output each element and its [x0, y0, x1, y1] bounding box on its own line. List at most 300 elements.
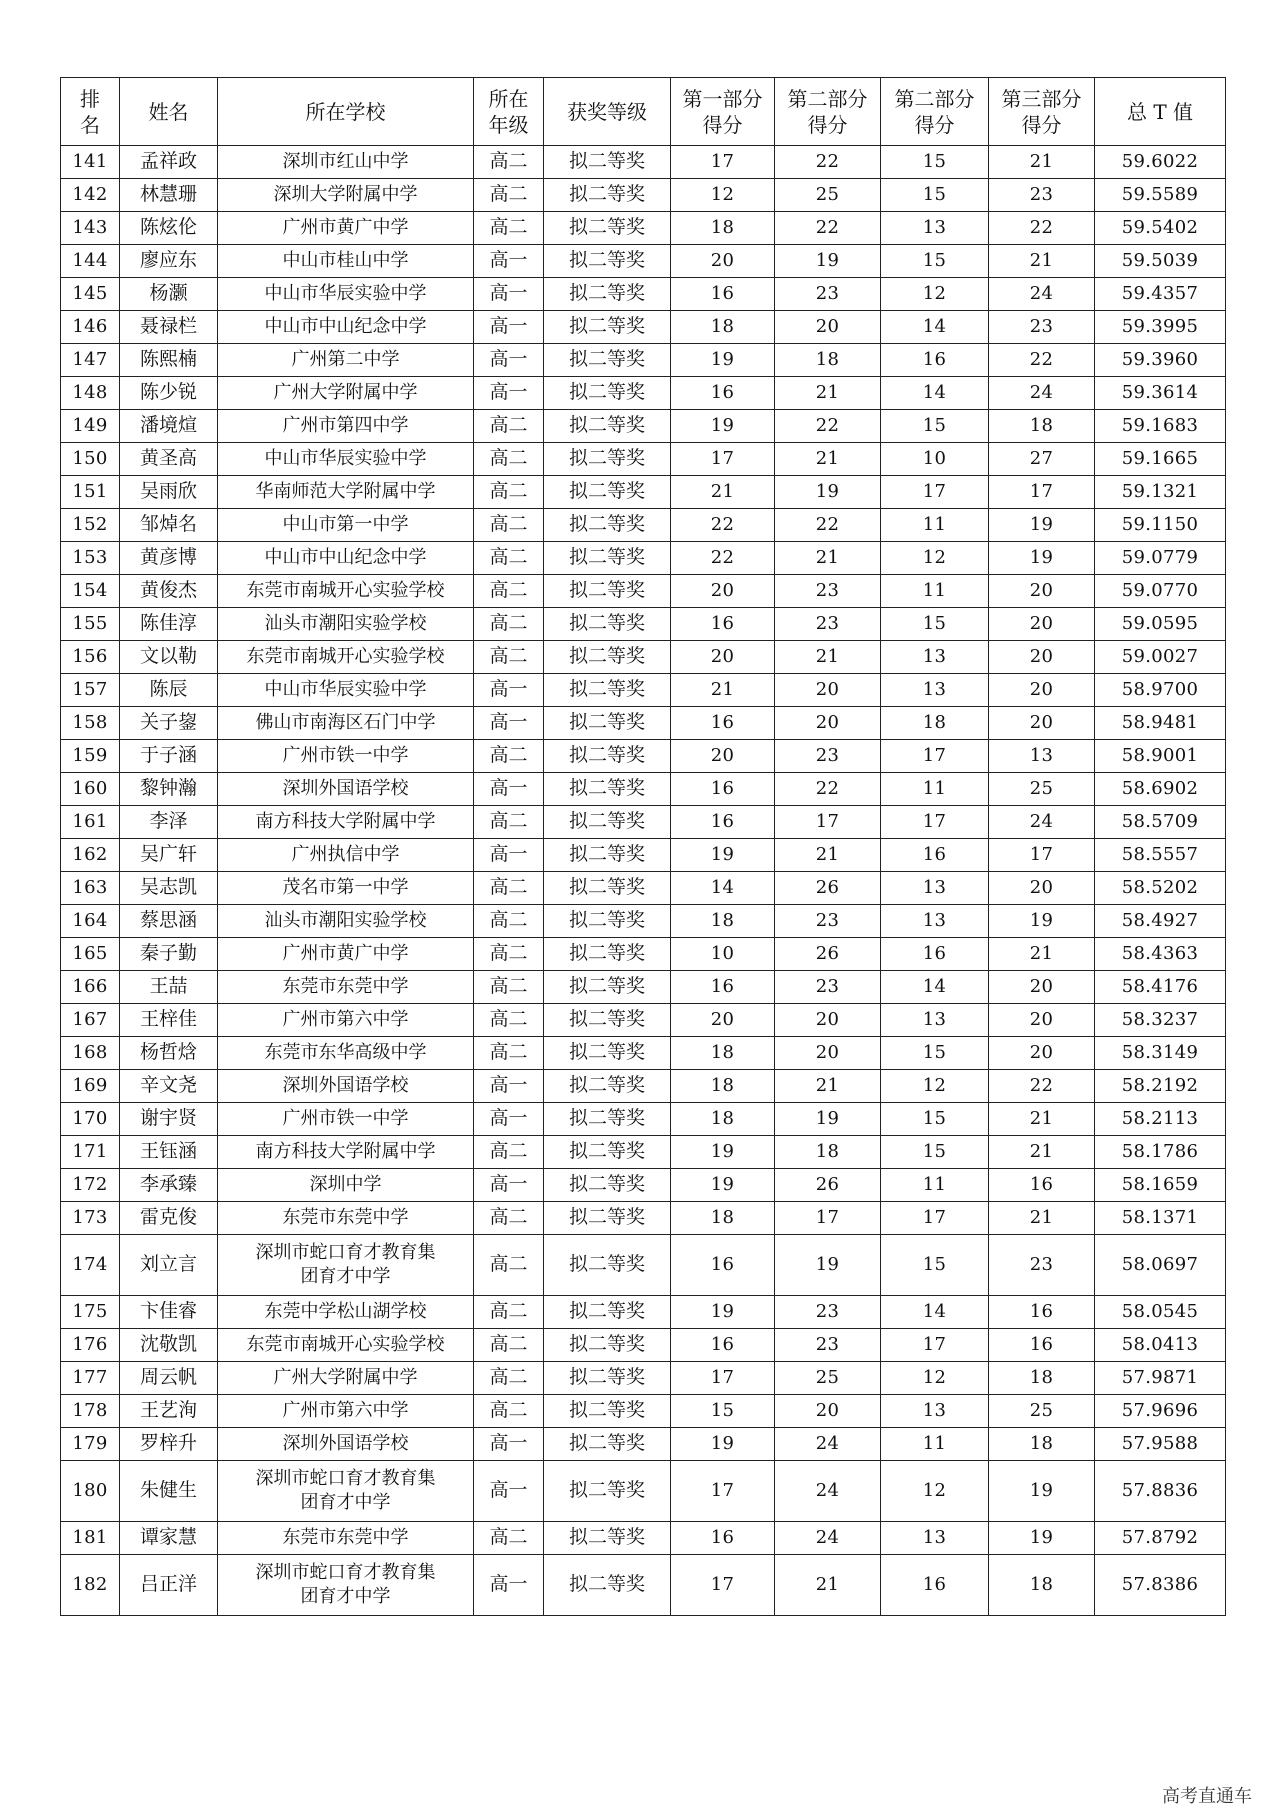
cell-grade: 高二 — [474, 938, 544, 971]
cell-grade: 高一 — [474, 839, 544, 872]
cell-part1: 16 — [671, 971, 775, 1004]
cell-total-t: 58.0697 — [1095, 1235, 1226, 1296]
cell-part3: 27 — [989, 443, 1095, 476]
table-row — [61, 1461, 1226, 1522]
cell-award: 拟二等奖 — [544, 410, 671, 443]
table-row — [61, 1428, 1226, 1461]
cell-rank: 178 — [61, 1395, 120, 1428]
cell-part2: 21 — [775, 377, 881, 410]
cell-part2b: 12 — [881, 278, 989, 311]
cell-total-t: 58.2192 — [1095, 1070, 1226, 1103]
table-row — [61, 872, 1226, 905]
cell-part2: 20 — [775, 1004, 881, 1037]
cell-award: 拟二等奖 — [544, 1070, 671, 1103]
cell-award: 拟二等奖 — [544, 179, 671, 212]
cell-grade: 高一 — [474, 1070, 544, 1103]
cell-award: 拟二等奖 — [544, 674, 671, 707]
cell-part2: 21 — [775, 1555, 881, 1616]
cell-part2: 24 — [775, 1428, 881, 1461]
cell-part1: 17 — [671, 146, 775, 179]
table-row — [61, 509, 1226, 542]
cell-grade: 高二 — [474, 443, 544, 476]
cell-part2b: 11 — [881, 773, 989, 806]
cell-part3: 19 — [989, 509, 1095, 542]
cell-part2: 21 — [775, 542, 881, 575]
cell-part2: 26 — [775, 1169, 881, 1202]
cell-total-t: 57.8836 — [1095, 1461, 1226, 1522]
cell-grade: 高二 — [474, 146, 544, 179]
cell-total-t: 58.6902 — [1095, 773, 1226, 806]
cell-school: 中山市华辰实验中学 — [218, 278, 474, 311]
table-row — [61, 1522, 1226, 1555]
cell-total-t: 59.3995 — [1095, 311, 1226, 344]
cell-total-t: 58.0413 — [1095, 1329, 1226, 1362]
cell-part2b: 14 — [881, 1296, 989, 1329]
cell-part3: 23 — [989, 311, 1095, 344]
cell-part2b: 15 — [881, 608, 989, 641]
cell-rank: 158 — [61, 707, 120, 740]
cell-school: 深圳市蛇口育才教育集 团育才中学 — [218, 1235, 474, 1296]
cell-part1: 19 — [671, 1428, 775, 1461]
cell-part2: 20 — [775, 1037, 881, 1070]
cell-award: 拟二等奖 — [544, 311, 671, 344]
table-row — [61, 344, 1226, 377]
cell-total-t: 59.3614 — [1095, 377, 1226, 410]
cell-part2b: 15 — [881, 179, 989, 212]
header-part2b-score: 第二部分 得分 — [881, 78, 989, 146]
cell-rank: 174 — [61, 1235, 120, 1296]
cell-part1: 22 — [671, 509, 775, 542]
cell-part3: 21 — [989, 245, 1095, 278]
cell-grade: 高一 — [474, 1461, 544, 1522]
table-row — [61, 476, 1226, 509]
cell-rank: 181 — [61, 1522, 120, 1555]
cell-school: 深圳市蛇口育才教育集 团育才中学 — [218, 1555, 474, 1616]
cell-part2b: 13 — [881, 905, 989, 938]
table-row — [61, 443, 1226, 476]
cell-part2: 18 — [775, 1136, 881, 1169]
table-row — [61, 1103, 1226, 1136]
cell-total-t: 59.1321 — [1095, 476, 1226, 509]
cell-part1: 16 — [671, 1522, 775, 1555]
cell-part3: 19 — [989, 542, 1095, 575]
cell-name: 黎钟瀚 — [120, 773, 218, 806]
cell-part2: 23 — [775, 278, 881, 311]
cell-part2: 19 — [775, 1235, 881, 1296]
cell-grade: 高二 — [474, 641, 544, 674]
cell-school: 东莞市南城开心实验学校 — [218, 575, 474, 608]
cell-part1: 16 — [671, 608, 775, 641]
cell-rank: 165 — [61, 938, 120, 971]
cell-grade: 高一 — [474, 245, 544, 278]
cell-rank: 161 — [61, 806, 120, 839]
cell-grade: 高一 — [474, 773, 544, 806]
cell-name: 蔡思涵 — [120, 905, 218, 938]
cell-part2b: 16 — [881, 344, 989, 377]
cell-part3: 18 — [989, 1428, 1095, 1461]
cell-part2b: 12 — [881, 1070, 989, 1103]
table-row — [61, 773, 1226, 806]
cell-name: 吴广轩 — [120, 839, 218, 872]
cell-grade: 高二 — [474, 905, 544, 938]
cell-part3: 19 — [989, 905, 1095, 938]
cell-school: 汕头市潮阳实验学校 — [218, 608, 474, 641]
cell-rank: 147 — [61, 344, 120, 377]
cell-part3: 18 — [989, 410, 1095, 443]
table-row — [61, 1362, 1226, 1395]
cell-part3: 21 — [989, 938, 1095, 971]
table-header-row — [61, 78, 1226, 146]
cell-name: 沈敬凯 — [120, 1329, 218, 1362]
header-part3-score: 第三部分 得分 — [989, 78, 1095, 146]
cell-award: 拟二等奖 — [544, 575, 671, 608]
cell-part2: 20 — [775, 311, 881, 344]
cell-name: 杨哲焓 — [120, 1037, 218, 1070]
cell-part3: 20 — [989, 1037, 1095, 1070]
cell-part1: 18 — [671, 1202, 775, 1235]
cell-part3: 17 — [989, 476, 1095, 509]
cell-rank: 157 — [61, 674, 120, 707]
cell-part2: 23 — [775, 971, 881, 1004]
cell-part1: 18 — [671, 1070, 775, 1103]
cell-school: 广州执信中学 — [218, 839, 474, 872]
cell-award: 拟二等奖 — [544, 542, 671, 575]
cell-part3: 17 — [989, 839, 1095, 872]
cell-part2: 22 — [775, 212, 881, 245]
cell-award: 拟二等奖 — [544, 905, 671, 938]
cell-part2: 22 — [775, 146, 881, 179]
cell-part2b: 12 — [881, 1461, 989, 1522]
cell-award: 拟二等奖 — [544, 839, 671, 872]
cell-total-t: 59.5039 — [1095, 245, 1226, 278]
cell-grade: 高二 — [474, 1522, 544, 1555]
cell-name: 王喆 — [120, 971, 218, 1004]
cell-rank: 153 — [61, 542, 120, 575]
cell-part1: 18 — [671, 1037, 775, 1070]
cell-part3: 21 — [989, 1202, 1095, 1235]
cell-total-t: 58.3237 — [1095, 1004, 1226, 1037]
cell-name: 罗梓升 — [120, 1428, 218, 1461]
cell-total-t: 58.1659 — [1095, 1169, 1226, 1202]
cell-part1: 16 — [671, 377, 775, 410]
cell-part2b: 13 — [881, 1395, 989, 1428]
cell-total-t: 59.0595 — [1095, 608, 1226, 641]
cell-part1: 16 — [671, 1235, 775, 1296]
cell-part2: 21 — [775, 443, 881, 476]
cell-name: 陈少锐 — [120, 377, 218, 410]
cell-total-t: 59.3960 — [1095, 344, 1226, 377]
cell-part3: 22 — [989, 1070, 1095, 1103]
header-rank: 排 名 — [61, 78, 120, 146]
cell-part3: 24 — [989, 806, 1095, 839]
cell-total-t: 59.0770 — [1095, 575, 1226, 608]
cell-rank: 145 — [61, 278, 120, 311]
cell-rank: 148 — [61, 377, 120, 410]
cell-part3: 19 — [989, 1522, 1095, 1555]
cell-award: 拟二等奖 — [544, 1103, 671, 1136]
cell-award: 拟二等奖 — [544, 938, 671, 971]
cell-rank: 156 — [61, 641, 120, 674]
cell-part2: 19 — [775, 245, 881, 278]
cell-part2: 26 — [775, 872, 881, 905]
cell-school: 中山市中山纪念中学 — [218, 311, 474, 344]
cell-name: 周云帆 — [120, 1362, 218, 1395]
cell-grade: 高一 — [474, 377, 544, 410]
table-row — [61, 608, 1226, 641]
cell-part1: 14 — [671, 872, 775, 905]
cell-rank: 159 — [61, 740, 120, 773]
cell-rank: 164 — [61, 905, 120, 938]
cell-part2: 23 — [775, 608, 881, 641]
cell-part2: 17 — [775, 1202, 881, 1235]
cell-rank: 176 — [61, 1329, 120, 1362]
cell-total-t: 57.9696 — [1095, 1395, 1226, 1428]
table-row — [61, 1037, 1226, 1070]
cell-total-t: 57.9588 — [1095, 1428, 1226, 1461]
cell-school: 东莞市东莞中学 — [218, 1522, 474, 1555]
cell-grade: 高二 — [474, 410, 544, 443]
cell-school: 茂名市第一中学 — [218, 872, 474, 905]
cell-school: 深圳外国语学校 — [218, 773, 474, 806]
cell-total-t: 58.5202 — [1095, 872, 1226, 905]
cell-part2b: 13 — [881, 641, 989, 674]
cell-part2: 23 — [775, 740, 881, 773]
cell-part2: 23 — [775, 1296, 881, 1329]
cell-part1: 20 — [671, 740, 775, 773]
cell-part1: 16 — [671, 773, 775, 806]
cell-name: 吴志凯 — [120, 872, 218, 905]
cell-school: 华南师范大学附属中学 — [218, 476, 474, 509]
cell-part2b: 13 — [881, 1522, 989, 1555]
header-name: 姓名 — [120, 78, 218, 146]
cell-rank: 170 — [61, 1103, 120, 1136]
cell-part3: 20 — [989, 674, 1095, 707]
cell-total-t: 58.3149 — [1095, 1037, 1226, 1070]
cell-school: 广州市铁一中学 — [218, 1103, 474, 1136]
cell-part3: 18 — [989, 1555, 1095, 1616]
cell-award: 拟二等奖 — [544, 740, 671, 773]
cell-school: 深圳大学附属中学 — [218, 179, 474, 212]
cell-total-t: 58.1786 — [1095, 1136, 1226, 1169]
cell-part2: 23 — [775, 905, 881, 938]
table-row — [61, 674, 1226, 707]
cell-award: 拟二等奖 — [544, 1329, 671, 1362]
cell-part1: 21 — [671, 476, 775, 509]
table-row — [61, 410, 1226, 443]
cell-name: 陈炫伦 — [120, 212, 218, 245]
results-table — [60, 77, 1226, 1616]
cell-rank: 171 — [61, 1136, 120, 1169]
cell-award: 拟二等奖 — [544, 872, 671, 905]
cell-part1: 19 — [671, 1169, 775, 1202]
cell-part1: 20 — [671, 641, 775, 674]
table-row — [61, 1296, 1226, 1329]
cell-grade: 高一 — [474, 1555, 544, 1616]
cell-part2b: 12 — [881, 542, 989, 575]
cell-name: 李承臻 — [120, 1169, 218, 1202]
cell-part1: 19 — [671, 1136, 775, 1169]
cell-part2b: 15 — [881, 1136, 989, 1169]
cell-part3: 13 — [989, 740, 1095, 773]
cell-school: 东莞市南城开心实验学校 — [218, 641, 474, 674]
cell-part2: 23 — [775, 575, 881, 608]
cell-total-t: 58.4363 — [1095, 938, 1226, 971]
cell-total-t: 59.1683 — [1095, 410, 1226, 443]
cell-part3: 25 — [989, 773, 1095, 806]
cell-part2: 20 — [775, 707, 881, 740]
cell-part2: 25 — [775, 179, 881, 212]
cell-part3: 21 — [989, 146, 1095, 179]
cell-rank: 151 — [61, 476, 120, 509]
cell-part3: 23 — [989, 1235, 1095, 1296]
cell-part2b: 11 — [881, 509, 989, 542]
cell-rank: 160 — [61, 773, 120, 806]
cell-total-t: 58.9001 — [1095, 740, 1226, 773]
cell-rank: 154 — [61, 575, 120, 608]
cell-part1: 17 — [671, 1555, 775, 1616]
cell-grade: 高二 — [474, 476, 544, 509]
cell-rank: 163 — [61, 872, 120, 905]
cell-grade: 高二 — [474, 1004, 544, 1037]
cell-school: 东莞市南城开心实验学校 — [218, 1329, 474, 1362]
cell-grade: 高一 — [474, 1103, 544, 1136]
cell-part1: 17 — [671, 443, 775, 476]
table-row — [61, 1202, 1226, 1235]
cell-part1: 18 — [671, 311, 775, 344]
cell-grade: 高二 — [474, 542, 544, 575]
cell-name: 陈辰 — [120, 674, 218, 707]
cell-part2: 17 — [775, 806, 881, 839]
cell-name: 陈佳淳 — [120, 608, 218, 641]
cell-name: 王钰涵 — [120, 1136, 218, 1169]
cell-grade: 高二 — [474, 509, 544, 542]
cell-award: 拟二等奖 — [544, 707, 671, 740]
cell-part1: 10 — [671, 938, 775, 971]
cell-total-t: 58.9700 — [1095, 674, 1226, 707]
cell-grade: 高二 — [474, 1362, 544, 1395]
cell-grade: 高二 — [474, 1136, 544, 1169]
cell-part2: 24 — [775, 1461, 881, 1522]
cell-name: 雷克俊 — [120, 1202, 218, 1235]
cell-school: 广州第二中学 — [218, 344, 474, 377]
cell-award: 拟二等奖 — [544, 1395, 671, 1428]
cell-school: 广州市第六中学 — [218, 1395, 474, 1428]
cell-part3: 19 — [989, 1461, 1095, 1522]
cell-part2b: 16 — [881, 1555, 989, 1616]
cell-name: 谢宇贤 — [120, 1103, 218, 1136]
cell-school: 东莞市东莞中学 — [218, 971, 474, 1004]
cell-award: 拟二等奖 — [544, 1202, 671, 1235]
cell-part2b: 15 — [881, 245, 989, 278]
header-part1-score: 第一部分 得分 — [671, 78, 775, 146]
cell-part2b: 17 — [881, 1329, 989, 1362]
cell-school: 广州大学附属中学 — [218, 377, 474, 410]
cell-part3: 20 — [989, 872, 1095, 905]
cell-name: 吕正洋 — [120, 1555, 218, 1616]
table-row — [61, 146, 1226, 179]
cell-rank: 182 — [61, 1555, 120, 1616]
cell-part3: 23 — [989, 179, 1095, 212]
cell-name: 吴雨欣 — [120, 476, 218, 509]
cell-name: 王梓佳 — [120, 1004, 218, 1037]
header-award: 获奖等级 — [544, 78, 671, 146]
cell-part3: 22 — [989, 344, 1095, 377]
table-row — [61, 212, 1226, 245]
cell-part2b: 11 — [881, 1428, 989, 1461]
cell-total-t: 58.5557 — [1095, 839, 1226, 872]
cell-part3: 24 — [989, 377, 1095, 410]
header-school: 所在学校 — [218, 78, 474, 146]
cell-part1: 12 — [671, 179, 775, 212]
cell-part2b: 17 — [881, 806, 989, 839]
cell-total-t: 59.5402 — [1095, 212, 1226, 245]
table-row — [61, 179, 1226, 212]
cell-part2: 21 — [775, 641, 881, 674]
table-row — [61, 905, 1226, 938]
cell-part2b: 15 — [881, 146, 989, 179]
cell-name: 聂禄栏 — [120, 311, 218, 344]
cell-part2b: 13 — [881, 872, 989, 905]
cell-part2b: 15 — [881, 1103, 989, 1136]
cell-school: 南方科技大学附属中学 — [218, 806, 474, 839]
cell-part2: 24 — [775, 1522, 881, 1555]
cell-total-t: 58.4927 — [1095, 905, 1226, 938]
cell-rank: 167 — [61, 1004, 120, 1037]
cell-name: 黄圣高 — [120, 443, 218, 476]
table-row — [61, 245, 1226, 278]
cell-award: 拟二等奖 — [544, 344, 671, 377]
cell-rank: 173 — [61, 1202, 120, 1235]
table-row — [61, 575, 1226, 608]
table-row — [61, 1555, 1226, 1616]
cell-part2: 22 — [775, 410, 881, 443]
cell-rank: 168 — [61, 1037, 120, 1070]
cell-rank: 179 — [61, 1428, 120, 1461]
cell-name: 潘境煊 — [120, 410, 218, 443]
cell-part3: 16 — [989, 1169, 1095, 1202]
cell-school: 深圳中学 — [218, 1169, 474, 1202]
cell-total-t: 59.0027 — [1095, 641, 1226, 674]
cell-school: 深圳外国语学校 — [218, 1070, 474, 1103]
cell-rank: 143 — [61, 212, 120, 245]
cell-part2b: 12 — [881, 1362, 989, 1395]
cell-part3: 20 — [989, 707, 1095, 740]
cell-rank: 142 — [61, 179, 120, 212]
table-row — [61, 1004, 1226, 1037]
cell-part2b: 13 — [881, 212, 989, 245]
cell-part3: 20 — [989, 575, 1095, 608]
cell-total-t: 59.5589 — [1095, 179, 1226, 212]
cell-award: 拟二等奖 — [544, 377, 671, 410]
cell-grade: 高一 — [474, 311, 544, 344]
cell-part1: 17 — [671, 1461, 775, 1522]
cell-award: 拟二等奖 — [544, 1169, 671, 1202]
cell-part2: 20 — [775, 1395, 881, 1428]
cell-part2: 22 — [775, 773, 881, 806]
table-row — [61, 278, 1226, 311]
cell-rank: 150 — [61, 443, 120, 476]
cell-part1: 22 — [671, 542, 775, 575]
cell-school: 东莞市东莞中学 — [218, 1202, 474, 1235]
cell-grade: 高一 — [474, 707, 544, 740]
cell-grade: 高二 — [474, 575, 544, 608]
table-row — [61, 1136, 1226, 1169]
cell-name: 文以勒 — [120, 641, 218, 674]
cell-part1: 19 — [671, 410, 775, 443]
cell-award: 拟二等奖 — [544, 212, 671, 245]
cell-school: 中山市华辰实验中学 — [218, 674, 474, 707]
cell-name: 王艺洵 — [120, 1395, 218, 1428]
